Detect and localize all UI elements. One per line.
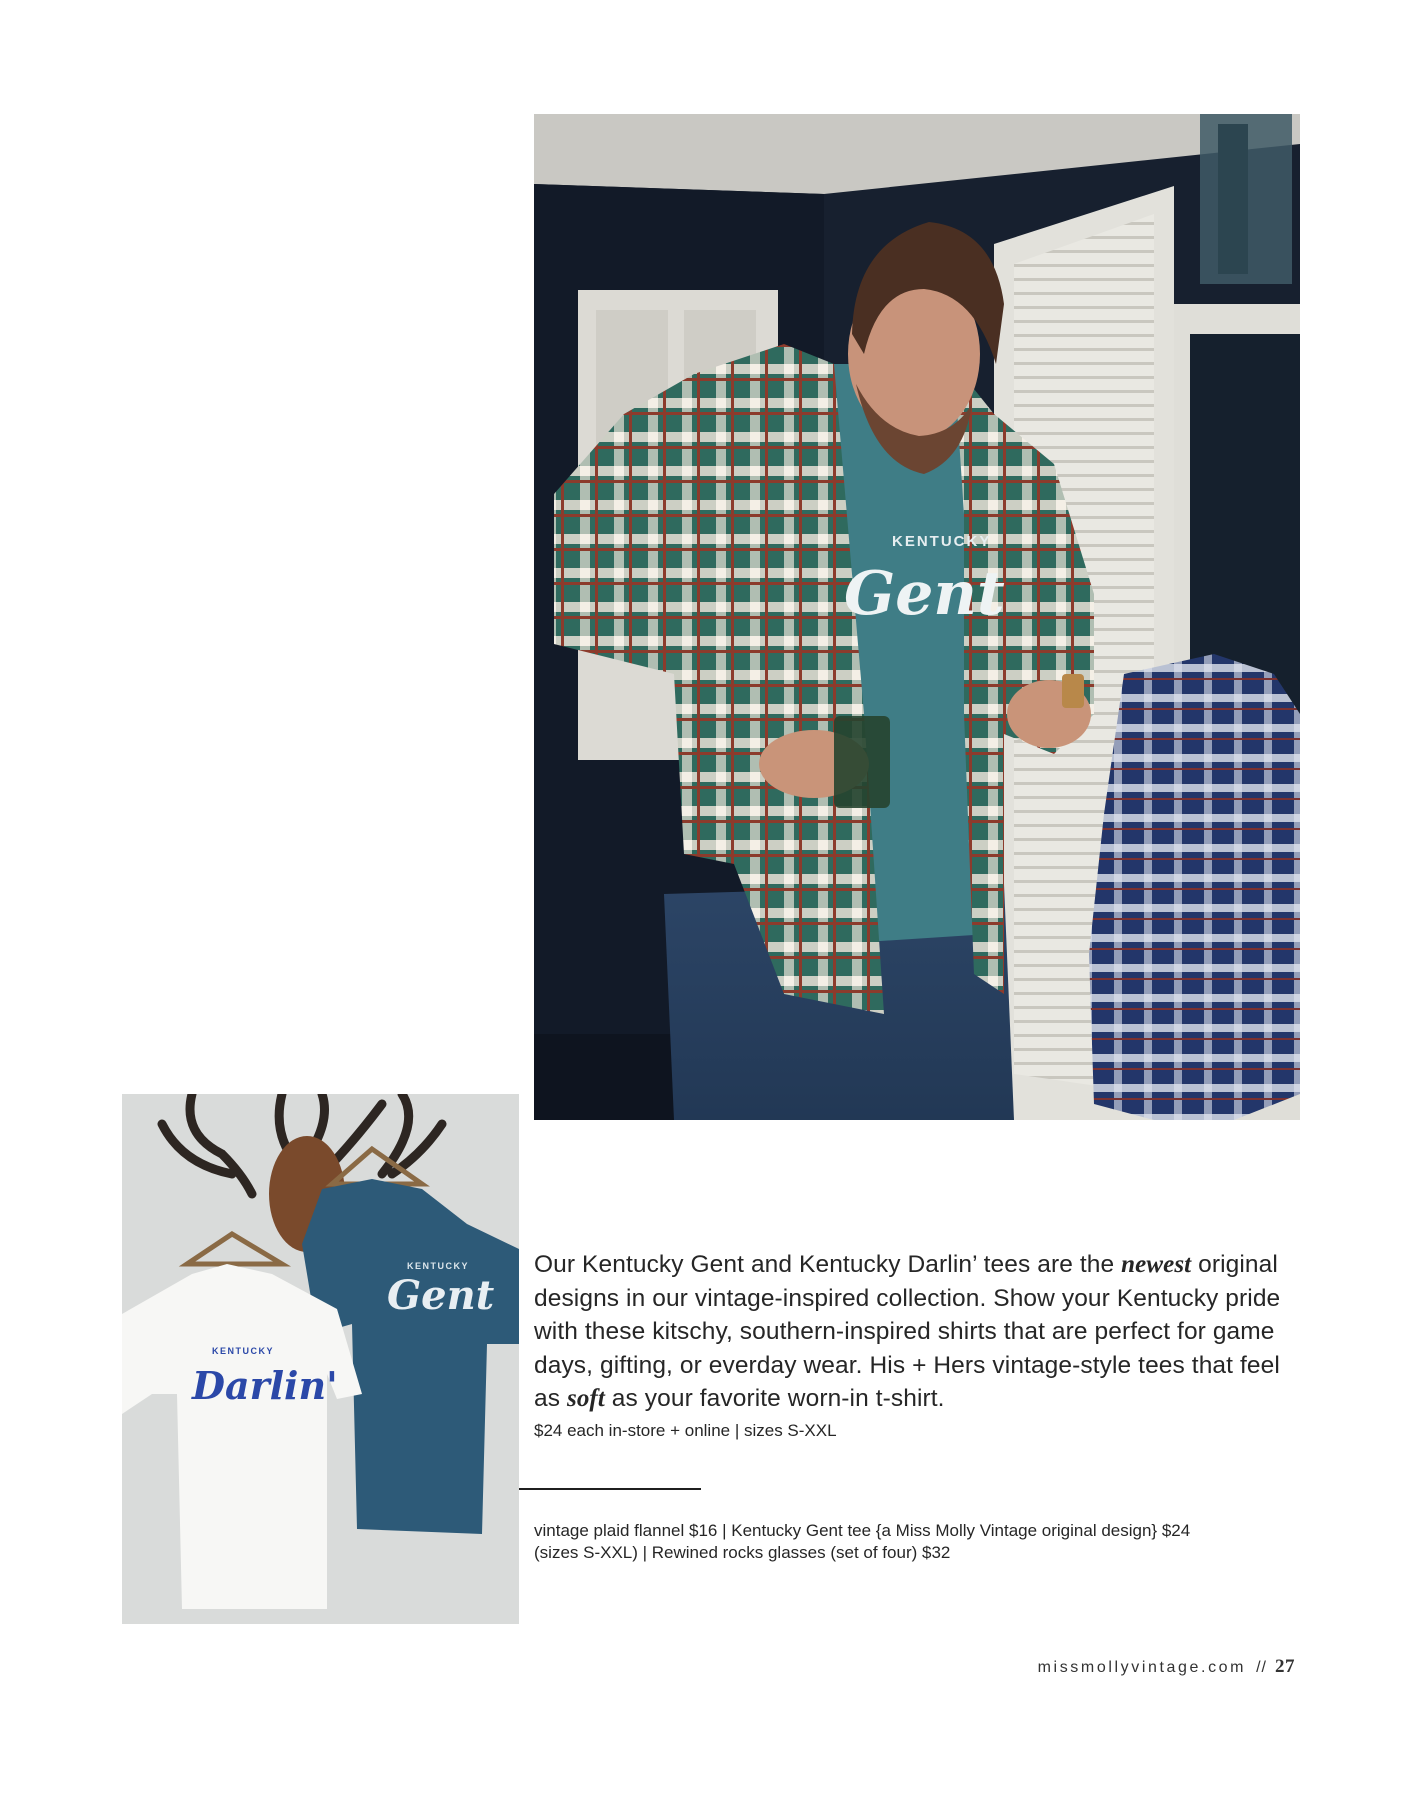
price-line: $24 each in-store + online | sizes S-XXL: [534, 1421, 837, 1440]
darlin-small-text: KENTUCKY: [212, 1346, 275, 1356]
flannel-photo-illustration: [534, 114, 1300, 1120]
description-emphasis-soft: soft: [566, 1385, 605, 1412]
main-photo-man-in-flannel: [534, 114, 1300, 1120]
photo-caption: vintage plaid flannel $16 | Kentucky Gent tee {a Miss Molly Vintage original design} $24 (sizes S-XXL) | Rewined rocks glasses (set of four) $32: [534, 1521, 1191, 1562]
gent-hanging-script-text: Gent: [387, 1272, 495, 1319]
description-text-2: original designs in our vintage-inspired collection. Show your Kentucky pride with these kitschy, southern-inspired shirts that are perfect for game days, gifting, or everday wear. His + Hers vintage-style tees that feel as: [534, 1251, 1281, 1412]
page-number: 27: [1275, 1656, 1295, 1677]
darlin-script-text: Darlin': [192, 1363, 338, 1408]
tees-photo-on-antlers: [122, 1094, 519, 1624]
description-text-1: Our Kentucky Gent and Kentucky Darlin’ tees are the: [534, 1251, 1122, 1278]
gent-tee-small-text: KENTUCKY: [892, 533, 992, 550]
gent-tee-script-text: Gent: [844, 559, 1005, 629]
product-description: [534, 1248, 1304, 1416]
tees-photo-illustration: [122, 1094, 519, 1624]
page-footer: [1038, 1656, 1295, 1678]
gent-hanging-small-text: KENTUCKY: [407, 1261, 470, 1271]
divider-rule: [519, 1488, 701, 1490]
footer-separator: //: [1256, 1659, 1267, 1676]
description-emphasis-newest: newest: [1121, 1251, 1192, 1278]
footer-website: missmollyvintage.com: [1037, 1659, 1247, 1676]
description-text-3: as your favorite worn-in t-shirt.: [604, 1385, 945, 1412]
